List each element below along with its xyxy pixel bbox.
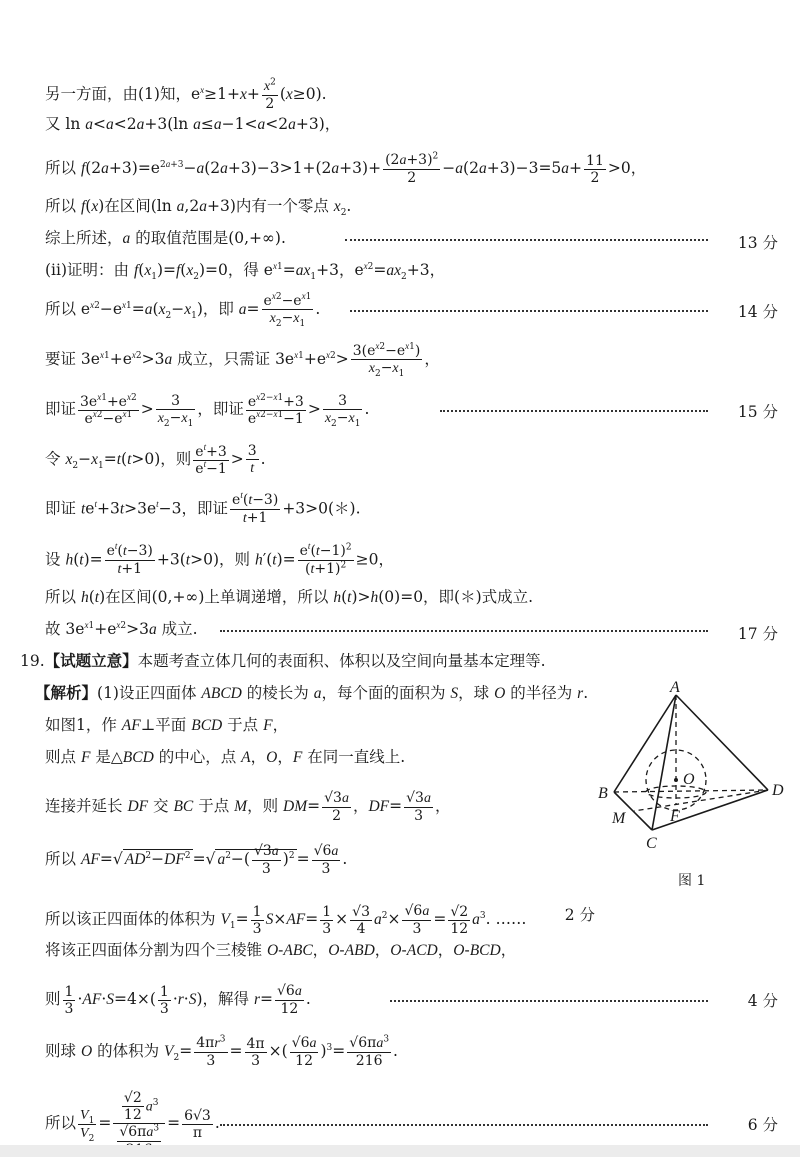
proof-line-20: 所以 AF=√ $AD^2-DF^2$ =√ $a^2-$( $\frac{√3a}{3}$ )$^2$ = $\frac{√6a}{3}$ . [45,843,348,878]
score-4: 4 分 [747,992,778,1010]
proof-line-23: 则 $\frac{1}{3}$ ·AF·S=4×( $\frac{1}{3}$ ·r·S)，解得 r= $\frac{√6a}{12}$ . [45,983,778,1017]
point-o [674,778,678,782]
label-c: C [646,835,657,852]
label-f: F [670,808,680,825]
proof-line-1: 另一方面，由(1)知，$e^x\ge 1+x+$ $\frac{x^2}{2}$ (x≥0). [45,77,327,113]
score-17: 17 分 [737,625,778,643]
proof-line-3: 所以 $f(2a+3)=e^{2a+3}-a(2a+3)-3>1+(2a+3)+$ $\frac{(2a+3)^2}{2}$ −a(2a+3)−3=5a+ $\frac{11}{2}$ >0， [45,151,647,187]
proof-line-11: 即证 $te^t+3t>3e^t-3$，即证 $\frac{e^t(t-3)}{t+1}$ +3>0(＊). [45,490,361,527]
label-m: M [612,810,626,827]
section-tag-analysis: 【解析】 [35,684,98,702]
section-tag-intent: 【试题立意】 [44,652,138,670]
proof-line-16: 【解析】(1)设正四面体 ABCD 的棱长为 a，每个面的面积为 S，球 O 的半径为 r. [35,684,589,702]
figure-tetrahedron [590,680,800,895]
proof-line-14: 故 $3e^{x1}+e^{x2}>3a$ 成立. [45,622,778,638]
score-13: 13 分 [737,234,778,252]
label-b: B [598,785,608,802]
segment-dm [634,790,768,811]
proof-line-4: 所以 f(x)在区间(ln a,2a+3)内有一个零点 $x_2$. [45,197,352,219]
proof-line-17: 如图1，作 AF⊥平面 BCD 于点 F， [45,716,289,734]
label-o: O [683,771,695,788]
edge-bd-hidden [614,790,768,792]
intent-text: 本题考查立体几何的表面积、体积以及空间向量基本定理等. [137,652,546,670]
proof-line-22: 将该正四面体分割为四个三棱锥 O-ABC，O-ABD，O-ACD，O-BCD， [45,941,517,959]
proof-line-19: 连接并延长 DF 交 BC 于点 M，则 DM= $\frac{√3a}{2}$ ，DF= $\frac{√3a}{3}$ ， [45,790,451,825]
figure-caption: 图 1 [678,873,706,889]
proof-line-21: 所以该正四面体的体积为 $V_1=$ $\frac{1}{3}$ S×AF= $\frac{1}{3}$ × $\frac{√3}{4}$ $a^2\times$ $\frac{√6a}{3}$ = $\frac{√2}{12}$ $a^3$. …… [45,903,527,938]
page-bottom-edge [0,1145,800,1157]
proof-line-24: 则球 O 的体积为 $V_2=$ $\frac{4\pi r^3}{3}$ = $\frac{4\pi}{3}$ ×( $\frac{√6a}{12}$ )$^3$= $\frac{√6\pi a^3}{216}$ . [45,1034,398,1070]
proof-line-10: 令 $x_2-x_1=t(t>0)$，则 $\frac{e^t+3}{e^t-1}$ > $\frac{3}{t}$ . [45,441,266,477]
proof-line-9: 即证 $\frac{3e^{x1}+e^{x2}}{e^{x2}-e^{x1}}$ > $\frac{3}{x_2-x_1}$ ，即证 $\frac{e^{x2-x1}+3}{e^{x2-x1}-1}$ > $\frac{3}{x_2-x_1}$ . [45,393,778,427]
proof-line-5: 综上所述，a 的取值范围是(0,+∞). [45,231,778,247]
score-14: 14 分 [737,303,778,321]
proof-line-12: 设 h(t)= $\frac{e^t(t-3)}{t+1}$ +3(t>0)，则 h′(t)= $\frac{e^t(t-1)^2}{(t+1)^2}$ ≥0， [45,541,394,578]
problem-19-header [20,654,546,670]
problem-number: 19. [20,652,45,670]
score-6: 6 分 [747,1116,778,1134]
score-2: 2 分 [564,906,595,924]
proof-line-2: 又 ln a<a<2a+3(ln a≤a−1<a<2a+3)， [45,115,341,133]
proof-line-25: 所以 $\frac{V_1}{V_2}$ = $\frac{√2}{12}$ $a^3$ $√6\pi a^3$ = $\frac{6√3}{\pi}$ . [45,1090,778,1158]
label-a: A [670,680,680,696]
label-d: D [772,782,784,799]
proof-line-6: (ii)证明：由 $f(x_1)=f(x_2)=0$，得 $e^{x1}=ax_1+3$，$e^{x2}=ax_2+3$， [45,260,446,283]
proof-line-18: 则点 F 是△BCD 的中心，点 A，O，F 在同一直线上. [45,748,406,766]
proof-line-8: 要证 $3e^{x1}+e^{x2}>3a$ 成立，只需证 $3e^{x1}+e^{x2}>$ $\frac{3(e^{x2}-e^{x1})}{x_2-x_1}$ ， [45,341,440,379]
proof-line-7: 所以 $e^{x2}-e^{x1}=a(x_2-x_1)$，即 a= $\frac{e^{x2}-e^{x1}}{x_2-x_1}$ . [45,293,778,327]
proof-line-13: 所以 h(t)在区间(0,+∞)上单调递增，所以 h(t)>h(0)=0，即(＊)式成立. [45,588,534,606]
score-15: 15 分 [737,403,778,421]
